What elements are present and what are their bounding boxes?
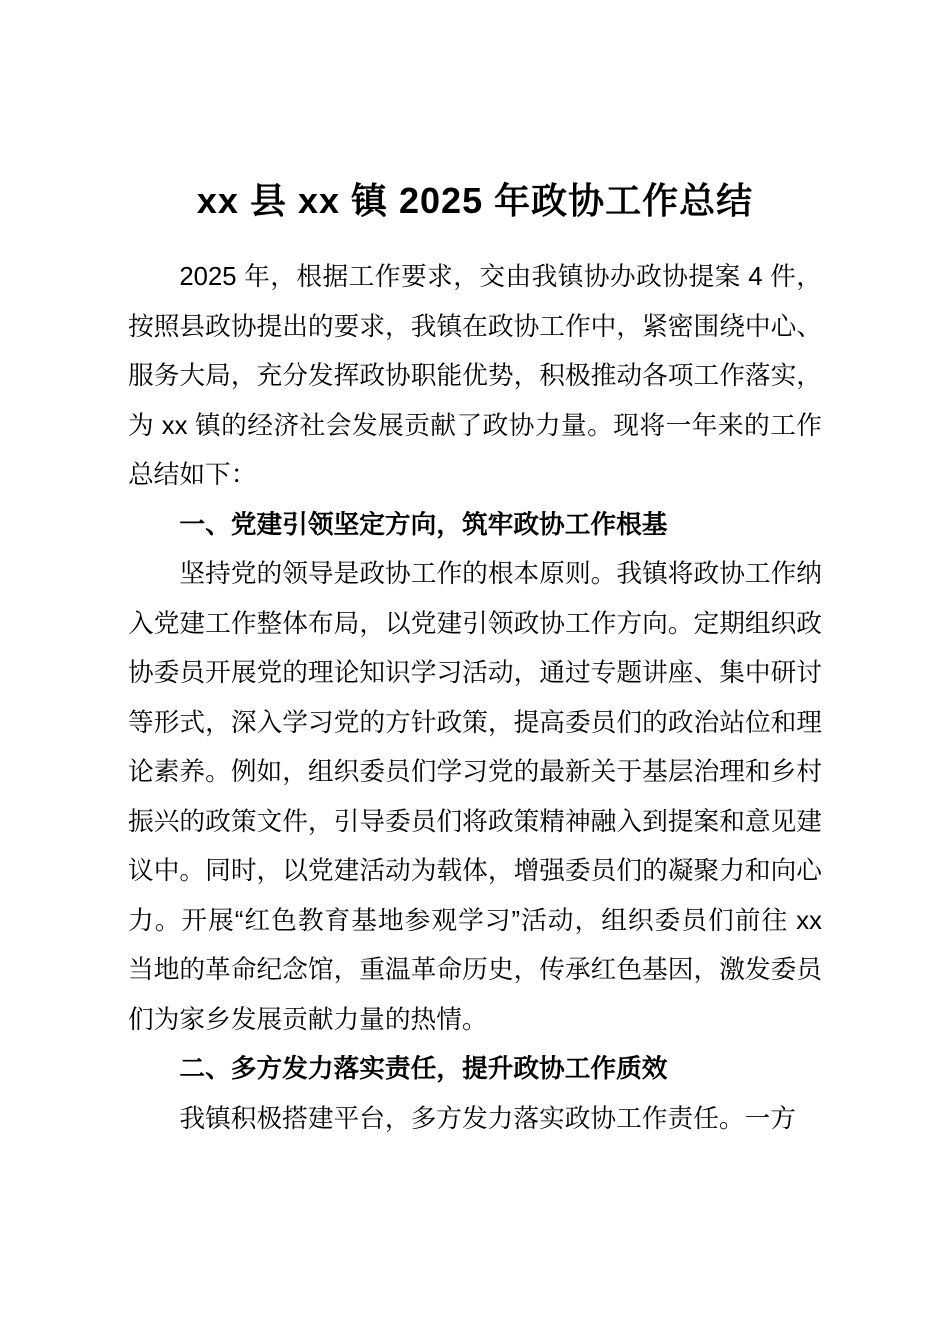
body-paragraph: 我镇积极搭建平台，多方发力落实政协工作责任。一方 <box>179 1104 796 1133</box>
body-paragraph: 坚持党的领导是政协工作的根本原则。我镇将政协工作纳入党建工作整体布局，以党建引领政协工作方向。定期组织政协委员开展党的理论知识学习活动，通过专题讲座、集中研讨等形式，深入学习党的方针政策，提高委员们的政治站位和理论素养。例如，组织委员们学习党的最新关于基层治理和乡村振兴的政策文件，引导委员们将政策精神融入到提案和意见建议中。同时，以党建活动为载体，增强委员们的凝聚力和向心力。开展“红色教育基地参观学习”活动，组织委员们前往 xx 当地的革命纪念馆，重温革命历史，传承红色基因，激发委员们为家乡发展贡献力量的热情。 <box>128 560 822 1034</box>
section-heading: 一、党建引领坚定方向，筑牢政协工作根基 <box>179 510 668 539</box>
document-body <box>128 253 822 1144</box>
section-heading: 二、多方发力落实责任，提升政协工作质效 <box>179 1055 668 1083</box>
body-paragraph: 2025 年，根据工作要求，交由我镇协办政协提案 4 件，按照县政协提出的要求，我镇在政协工作中，紧密围绕中心、服务大局，充分发挥政协职能优势，积极推动各项工作落实，为 xx 镇的经济社会发展贡献了政协力量。现将一年来的工作总结如下： <box>128 263 822 489</box>
document-title: xx 县 xx 镇 2025 年政协工作总结 <box>196 180 754 221</box>
